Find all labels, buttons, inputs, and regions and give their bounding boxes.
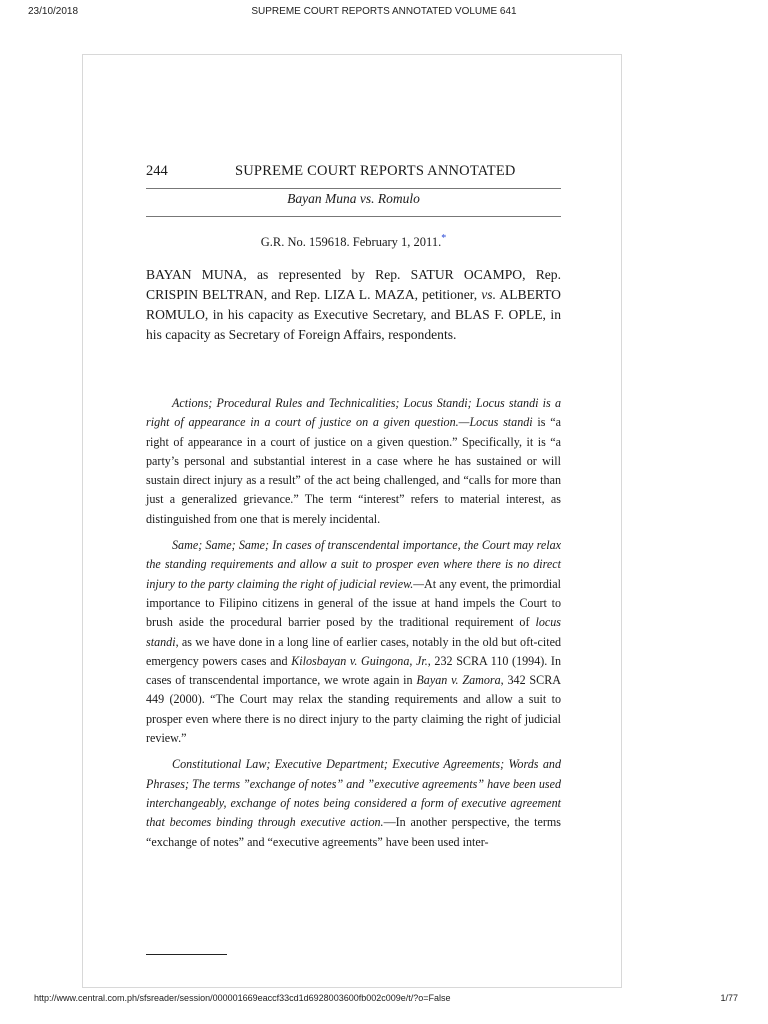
syllabus-text: , 232 SCRA 110 (1994). In cases of transcendental importance, we wrote again in xyxy=(146,653,561,688)
syllabus-text: —In another perspective, the terms “exchange of notes” and “executive agreements” have been used inter- xyxy=(146,815,561,849)
print-footer xyxy=(0,993,768,1009)
syllabi xyxy=(146,394,561,859)
print-url: http://www.central.com.ph/sfsreader/session/000001669eaccf33cd1d6928003600fb002c009e/t/?o=False xyxy=(34,993,451,1003)
syllabus-paragraph xyxy=(146,755,561,851)
syllabus-italic-text: Kilosbayan v. Guingona, Jr. xyxy=(291,653,428,668)
syllabus-text: , as we have done in a long line of earlier cases, notably in the old but oft-cited emergency powers cases and xyxy=(146,634,561,668)
print-date: 23/10/2018 xyxy=(28,6,79,17)
syllabus-heading: Actions; Procedural Rules and Technicalities; Locus Standi; Locus standi is a right of appearance in a court of justice on a given question.— xyxy=(146,396,561,430)
print-page-count: 1/77 xyxy=(720,993,738,1003)
syllabus-text: is “a right of appearance in a court of justice on a given question.” Specifically, it is “a party’s personal and substantial interest in a case where he has sustained or will sustain direct injury as a result” of the act being challenged, and “calls for more than just a generalized grievance.” The term “interest” refers to material interest, as distinguished from one that is merely incidental. xyxy=(146,415,561,526)
parties-paragraph xyxy=(146,265,561,345)
footnote-rule xyxy=(146,954,227,955)
syllabus-text: , 342 SCRA 449 (2000). “The Court may relax the standing requirements and allow a suit to prosper even where there is no direct injury to the party claiming the right of judicial review.” xyxy=(146,673,562,746)
syllabus-text: At any event, the primordial importance to Filipino citizens in general of the issue at hand impels the Court to brush aside the procedural barrier posed by the traditional requirement of xyxy=(146,576,561,630)
syllabus-italic-text: Bayan v. Zamora xyxy=(416,673,501,688)
header-rule-top xyxy=(146,188,561,189)
case-title: Bayan Muna vs. Romulo xyxy=(287,191,420,206)
parties-petitioners: BAYAN MUNA, as represented by Rep. SATUR OCAMPO, Rep. CRISPIN BELTRAN, and Rep. LIZA L. MAZA, petitioner, xyxy=(146,267,561,302)
gr-number-line xyxy=(146,233,561,250)
parties-respondents: ALBERTO ROMULO, in his capacity as Executive Secretary, and BLAS F. OPLE, in his capacity as Secretary of Foreign Affairs, respondents. xyxy=(146,287,562,342)
document-page xyxy=(82,54,622,988)
running-title: SUPREME COURT REPORTS ANNOTATED xyxy=(235,163,516,179)
syllabus-heading: Same; Same; Same; In cases of transcendental importance, the Court may relax the standing requirements and allow a suit to prosper even where there is no direct injury to the party claiming the right of judicial review.— xyxy=(146,538,561,591)
gr-number-text: G.R. No. 159618. February 1, 2011. xyxy=(260,235,442,250)
syllabus-italic-text: locus standi xyxy=(146,615,561,649)
syllabus-paragraph xyxy=(146,536,561,748)
page-number: 244 xyxy=(146,163,168,179)
print-header xyxy=(0,6,768,22)
syllabus-heading: Constitutional Law; Executive Department; Executive Agreements; Words and Phrases; The terms ”exchange of notes” and ”executive agreements” have been used interchangeably, exchange of notes being considered a form of executive agreement that becomes binding through executive action. xyxy=(146,757,562,830)
header-rule-bottom xyxy=(146,216,561,217)
running-head xyxy=(146,163,561,185)
parties-versus: vs. xyxy=(481,287,496,302)
print-title: SUPREME COURT REPORTS ANNOTATED VOLUME 641 xyxy=(251,6,517,17)
syllabus-paragraph xyxy=(146,394,561,529)
footnote-link[interactable]: * xyxy=(441,233,447,244)
syllabus-italic-text: Locus standi xyxy=(469,415,533,430)
